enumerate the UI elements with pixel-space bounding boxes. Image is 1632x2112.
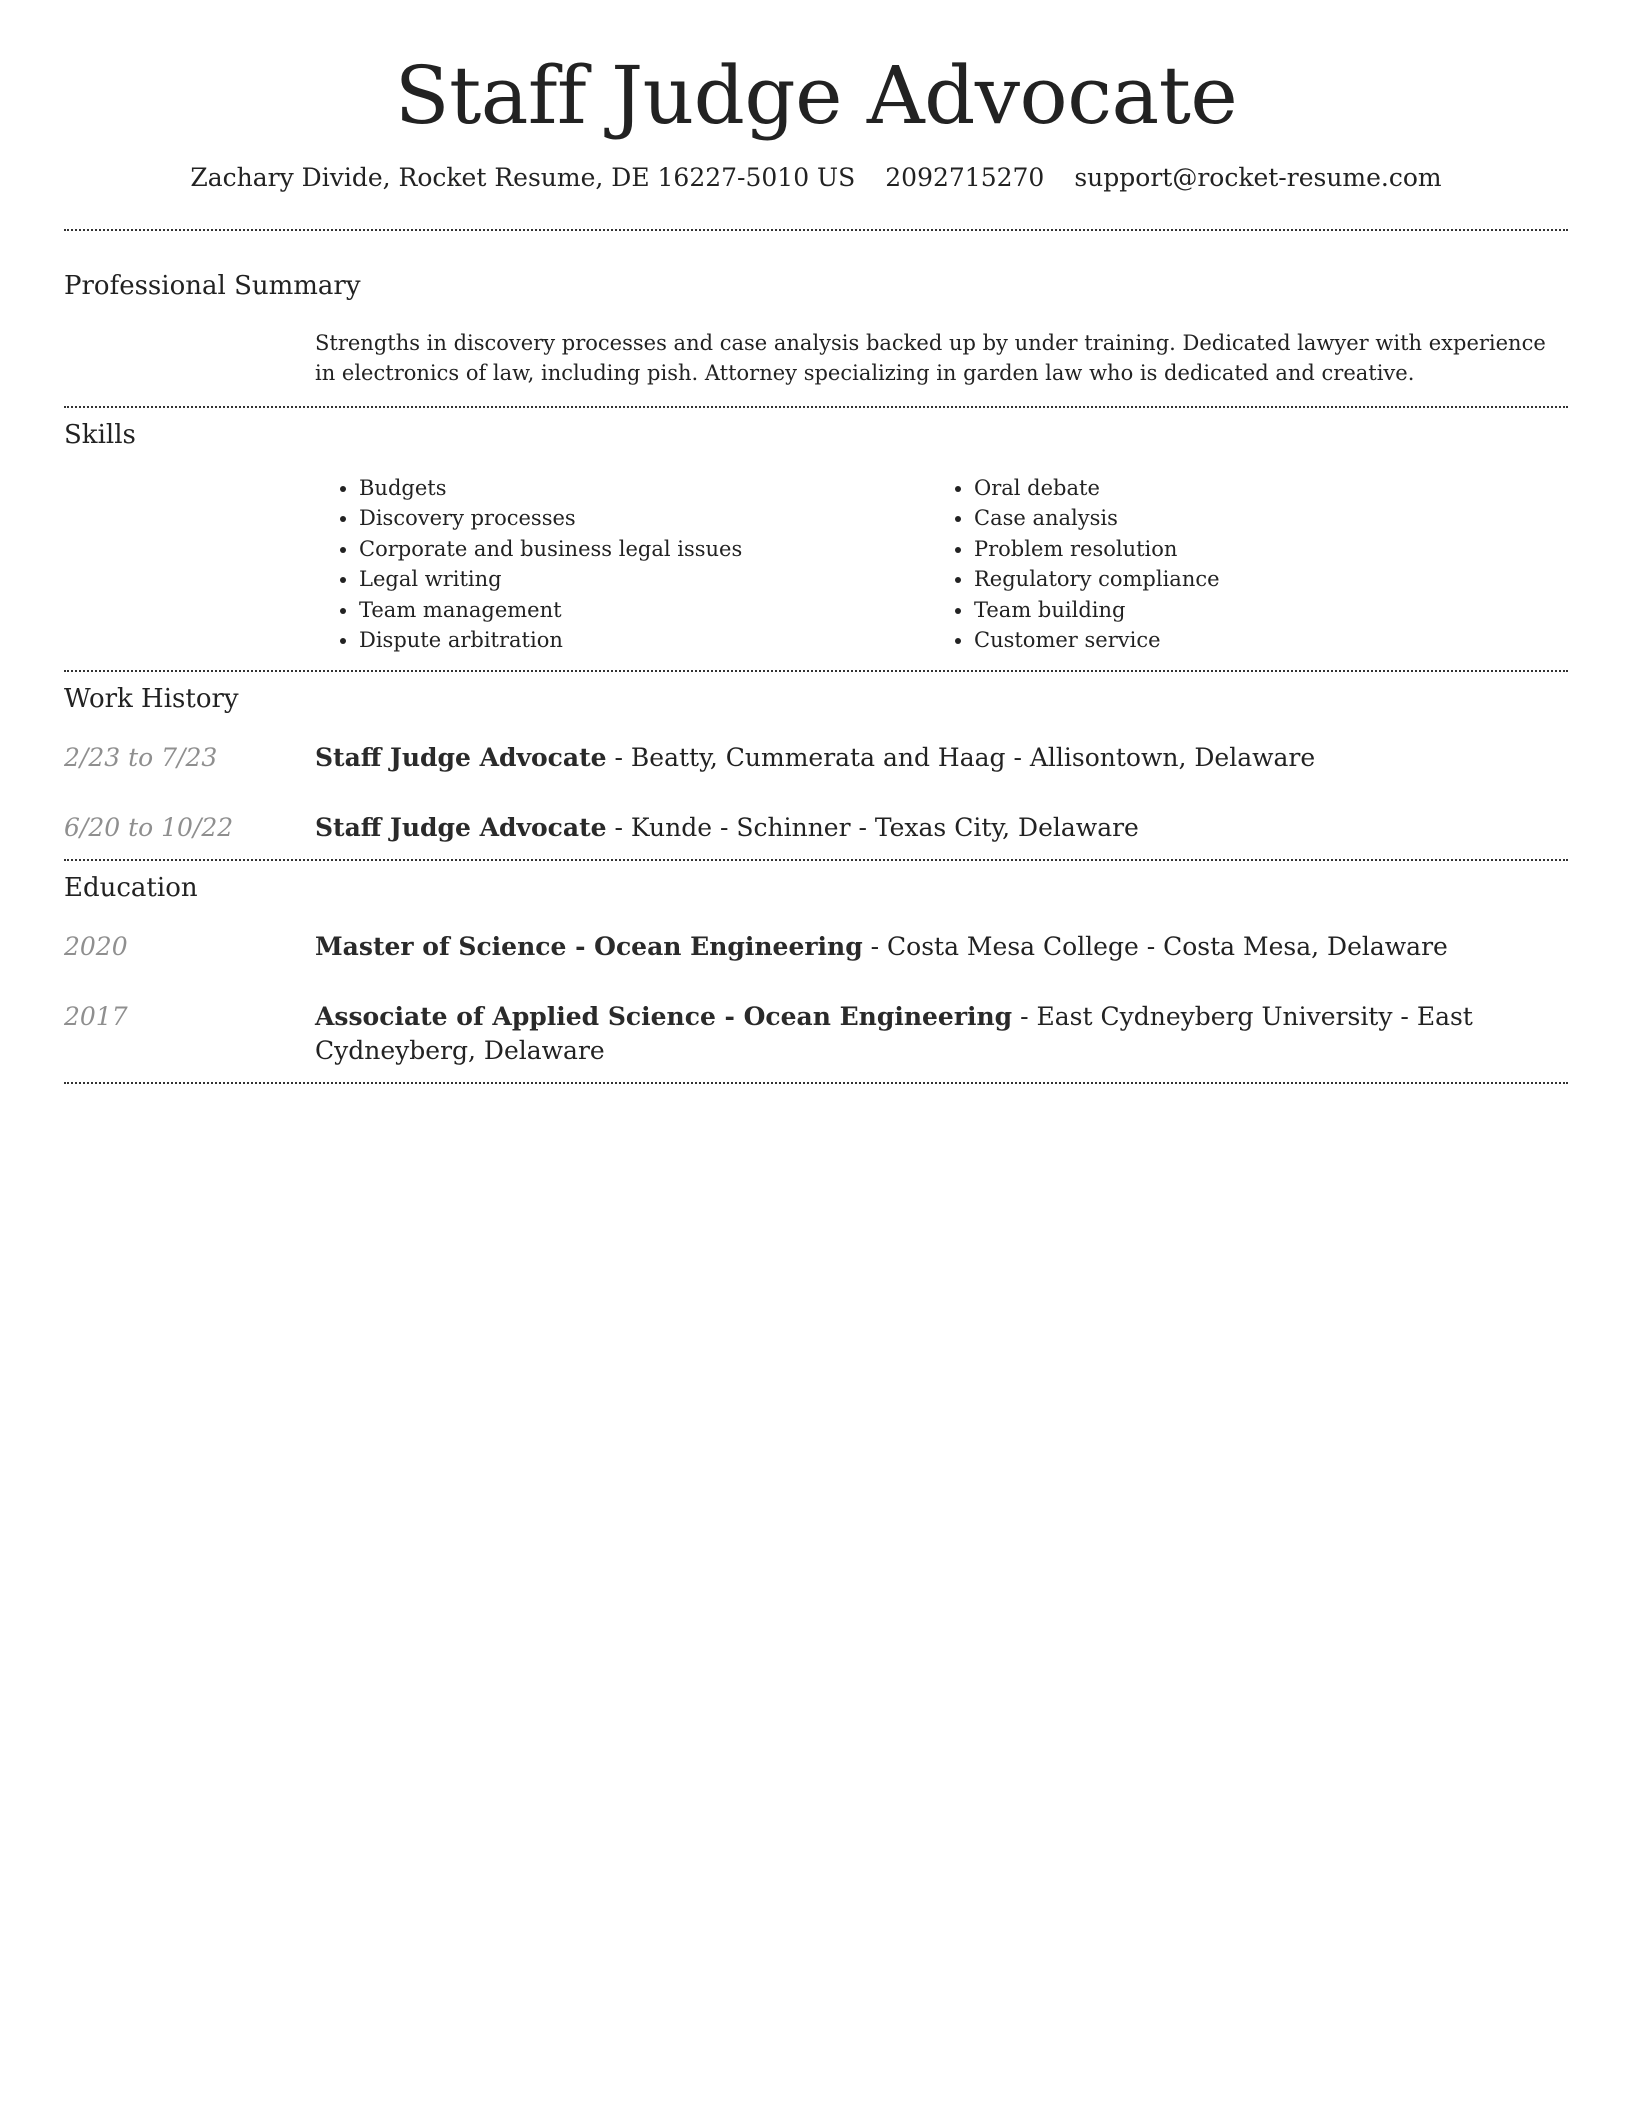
skill-item: • Team management [359, 595, 930, 626]
education-entry [64, 930, 1568, 964]
work-entry-employer: - Kunde - Schinner - Texas City, Delaware [606, 813, 1139, 843]
skill-item: • Budgets [359, 473, 930, 504]
divider [64, 229, 1568, 231]
skill-item: • Case analysis [974, 503, 1545, 534]
skill-item: • Regulatory compliance [974, 564, 1545, 595]
skills-heading: Skills [64, 419, 136, 450]
skill-item: • Team building [974, 595, 1545, 626]
work-entry-title: Staff Judge Advocate [315, 743, 607, 773]
divider [64, 406, 1568, 408]
education-entry-date: 2017 [64, 1002, 128, 1032]
skill-item: • Problem resolution [974, 534, 1545, 565]
skill-item: • Discovery processes [359, 503, 930, 534]
skills-list [315, 473, 1568, 656]
education-heading: Education [64, 873, 198, 904]
skills-column-left [315, 473, 930, 656]
summary-heading: Professional Summary [64, 270, 361, 301]
contact-email: support@rocket-resume.com [1074, 163, 1442, 192]
work-entry [64, 811, 1568, 845]
skill-item: • Oral debate [974, 473, 1545, 504]
work-entry-date: 2/23 to 7/23 [64, 743, 218, 773]
divider [64, 1082, 1568, 1084]
work-entry-date: 6/20 to 10/22 [64, 813, 234, 843]
contact-line [64, 162, 1568, 195]
education-entry-school: - Costa Mesa College - Costa Mesa, Delaware [862, 932, 1448, 962]
divider [64, 859, 1568, 861]
skills-column-right [930, 473, 1545, 656]
education-entry [64, 1000, 1568, 1068]
work-entry-employer: - Beatty, Cummerata and Haag - Allisontown, Delaware [606, 743, 1316, 773]
education-entry-school: - East Cydneyberg University - East Cydneyberg, Delaware [315, 1002, 1473, 1066]
skill-item: • Customer service [974, 625, 1545, 656]
work-entry-description [315, 741, 1315, 775]
contact-phone: 2092715270 [885, 163, 1045, 192]
education-entry-description [315, 930, 1448, 964]
contact-address: Zachary Divide, Rocket Resume, DE 16227-5010 US [190, 163, 856, 192]
work-history-heading: Work History [64, 683, 239, 714]
skill-item: • Corporate and business legal issues [359, 534, 930, 565]
work-entry-title: Staff Judge Advocate [315, 813, 607, 843]
resume-title: Staff Judge Advocate [394, 49, 1238, 142]
skill-item: • Legal writing [359, 564, 930, 595]
work-entry [64, 741, 1568, 775]
education-entry-degree: Master of Science - Ocean Engineering [315, 932, 863, 962]
education-entry-date: 2020 [64, 932, 128, 962]
resume-page [64, 0, 1568, 1084]
work-entry-description [315, 811, 1139, 845]
education-entry-degree: Associate of Applied Science - Ocean Engineering [315, 1002, 1013, 1032]
summary-text: Strengths in discovery processes and case analysis backed up by under training. Dedicated lawyer with experience in electronics of law, including pish. Attorney specializing in garden law who is dedicated and creative. [315, 330, 1546, 385]
divider [64, 670, 1568, 672]
skill-item: • Dispute arbitration [359, 625, 930, 656]
education-entry-description [315, 1000, 1568, 1068]
